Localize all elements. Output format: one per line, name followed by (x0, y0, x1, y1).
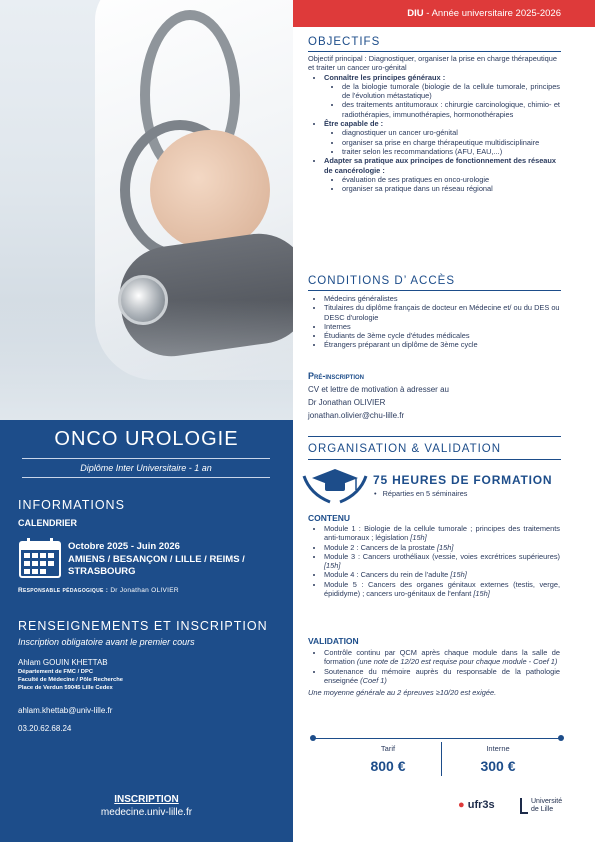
validation-heading: VALIDATION (308, 636, 359, 646)
interne-label: Interne (486, 744, 510, 753)
validation-section (308, 648, 560, 697)
contact-dept: Département de FMC / DPC (18, 669, 94, 675)
contenu-section (308, 524, 560, 598)
responsable (18, 587, 179, 594)
conditions-rule (308, 290, 561, 291)
course-subtitle: Diplôme Inter Universitaire - 1 an (22, 458, 270, 478)
module-item: • Module 1 : Biologie de la cellule tumorale ; principes des traitements anti-tumoraux ; législation [15h] (324, 524, 560, 543)
diu-label: DIU (407, 8, 424, 19)
tarif-price: 800 € (370, 758, 406, 774)
contact-name: Ahlam GOUIN KHETTAB (18, 658, 108, 667)
info-panel (0, 420, 293, 842)
objectif-item: • de la biologie tumorale (biologie de la cellule tumorale, principes de l'évolution métastatique) (342, 82, 560, 101)
preinscription-heading: Pré-inscription (308, 371, 365, 381)
condition-item: • Internes (324, 322, 560, 331)
module-item: • Module 2 : Cancers de la prostate [15h] (324, 543, 560, 552)
ul-logo-line2: de Lille (531, 806, 554, 813)
universite-lille-logo (520, 798, 562, 814)
contact-phone: 03.20.62.68.24 (18, 724, 72, 733)
calendar-cities: AMIENS / BESANÇON / LILLE / REIMS / STRASBOURG (68, 553, 245, 577)
responsable-name: Dr Jonathan OLIVIER (110, 587, 179, 594)
preinscription-block (308, 370, 560, 422)
tarif-label: Tarif (380, 744, 396, 753)
informations-heading: INFORMATIONS (18, 498, 125, 512)
contact-block (18, 658, 123, 692)
objectif-group-title: Adapter sa pratique aux principes de fonctionnement des réseaux de cancérologie : (324, 156, 557, 175)
conditions-section (308, 294, 560, 350)
objectif-group-title: Connaître les principes généraux : (324, 72, 446, 82)
organisation-rule-top (308, 436, 561, 437)
condition-item: • Médecins généralistes (324, 294, 560, 303)
year-text: - Année universitaire 2025-2026 (423, 8, 561, 19)
objectifs-heading: OBJECTIFS (308, 36, 381, 48)
objectif-item: • diagnostiquer un cancer uro-génital (342, 128, 560, 137)
validation-item: • Contrôle continu par QCM après chaque module dans la salle de formation (une note de 12/20 est requise pour chaque module - Coef 1) (324, 648, 560, 667)
preinscription-text: CV et lettre de motivation à adresser au (308, 385, 449, 394)
validation-item: • Soutenance du mémoire auprès du responsable de la pathologie enseignée (Coef 1) (324, 667, 560, 686)
contact-address: Place de Verdun 59045 Lille Cedex (18, 685, 113, 691)
condition-item: • Étudiants de 3ème cycle d'études médicales (324, 331, 560, 340)
organisation-heading: ORGANISATION & VALIDATION (308, 443, 502, 455)
module-item: • Module 4 : Cancers du rein de l'adulte [15h] (324, 570, 560, 579)
graduation-cap-icon (300, 466, 370, 506)
ufr3s-logo-text: ufr3s (467, 799, 495, 811)
year-banner (293, 0, 595, 27)
objectif-item: • organiser sa prise en charge thérapeutique multidisciplinaire (342, 138, 560, 147)
tarif-dot-left (310, 735, 316, 741)
contenu-heading: CONTENU (308, 513, 351, 523)
hours-total: 75 HEURES DE FORMATION (373, 473, 553, 487)
interne-price: 300 € (480, 758, 516, 774)
preinscription-contact: Dr Jonathan OLIVIER (308, 398, 386, 407)
seminaires-note: • Réparties en 5 séminaires (374, 489, 468, 498)
calendar-icon (19, 538, 61, 578)
ul-logo-line1: Université (531, 798, 563, 805)
inscription-note: Inscription obligatoire avant le premier cours (18, 637, 195, 647)
preinscription-email[interactable]: jonathan.olivier@chu-lille.fr (308, 411, 405, 420)
contact-faculty: Faculté de Médecine / Pôle Recherche (18, 677, 124, 683)
objectifs-rule (308, 51, 561, 52)
responsable-label: Responsable pédagogique : (18, 587, 111, 594)
objectifs-section (308, 54, 560, 193)
objectif-item: • des traitements antitumoraux : chirurgie carcinologique, chimio- et radiothérapies, immunothérapies, hormonothérapies (342, 100, 560, 119)
objectif-item: • organiser sa pratique dans un réseau régional (342, 184, 560, 193)
moyenne-note: Une moyenne générale au 2 épreuves ≥10/20 est exigée. (308, 688, 497, 698)
inscription-label: INSCRIPTION (114, 794, 179, 805)
calendar-dates: Octobre 2025 - Juin 2026 (68, 541, 180, 552)
objectif-group-title: Être capable de : (324, 119, 384, 129)
renseignements-heading: RENSEIGNEMENTS ET INSCRIPTION (18, 619, 268, 633)
tarif-dot-right (558, 735, 564, 741)
module-item: • Module 5 : Cancers des organes génitaux externes (testis, verge, épididyme) ; cancers uro-génitaux de l'enfant [15h] (324, 580, 560, 599)
conditions-heading: CONDITIONS D’ ACCÈS (308, 275, 456, 287)
inscription-block (0, 793, 293, 819)
organisation-rule (308, 459, 561, 460)
seminaires-text: Réparties en 5 séminaires (382, 489, 468, 498)
module-item: • Module 3 : Cancers urothéliaux (vessie, voies excrétrices supérieures) [15h] (324, 552, 560, 571)
inscription-link[interactable]: medecine.univ-lille.fr (100, 807, 193, 818)
ufr3s-logo: ● ufr3s (458, 799, 495, 811)
objectif-intro: Objectif principal : Diagnostiquer, organiser la prise en charge thérapeutique et traiter un cancer uro-génital (308, 54, 557, 73)
course-title: ONCO UROLOGIE (54, 428, 239, 450)
condition-item: • Étrangers préparant un diplôme de 3ème cycle (324, 340, 560, 349)
tarif-line (313, 738, 561, 739)
objectif-item: • évaluation de ses pratiques en onco-urologie (342, 175, 560, 184)
tarif-divider (441, 742, 442, 776)
contact-email[interactable]: ahlam.khettab@univ-lille.fr (18, 706, 113, 715)
doctor-stethoscope-photo (0, 0, 293, 420)
calendar-label: CALENDRIER (18, 518, 78, 528)
objectif-item: • traiter selon les recommandations (AFU, EAU,...) (342, 147, 560, 156)
condition-item: • Titulaires du diplôme français de docteur en Médecine et/ ou du DES ou DESC d'urologie (324, 303, 560, 322)
